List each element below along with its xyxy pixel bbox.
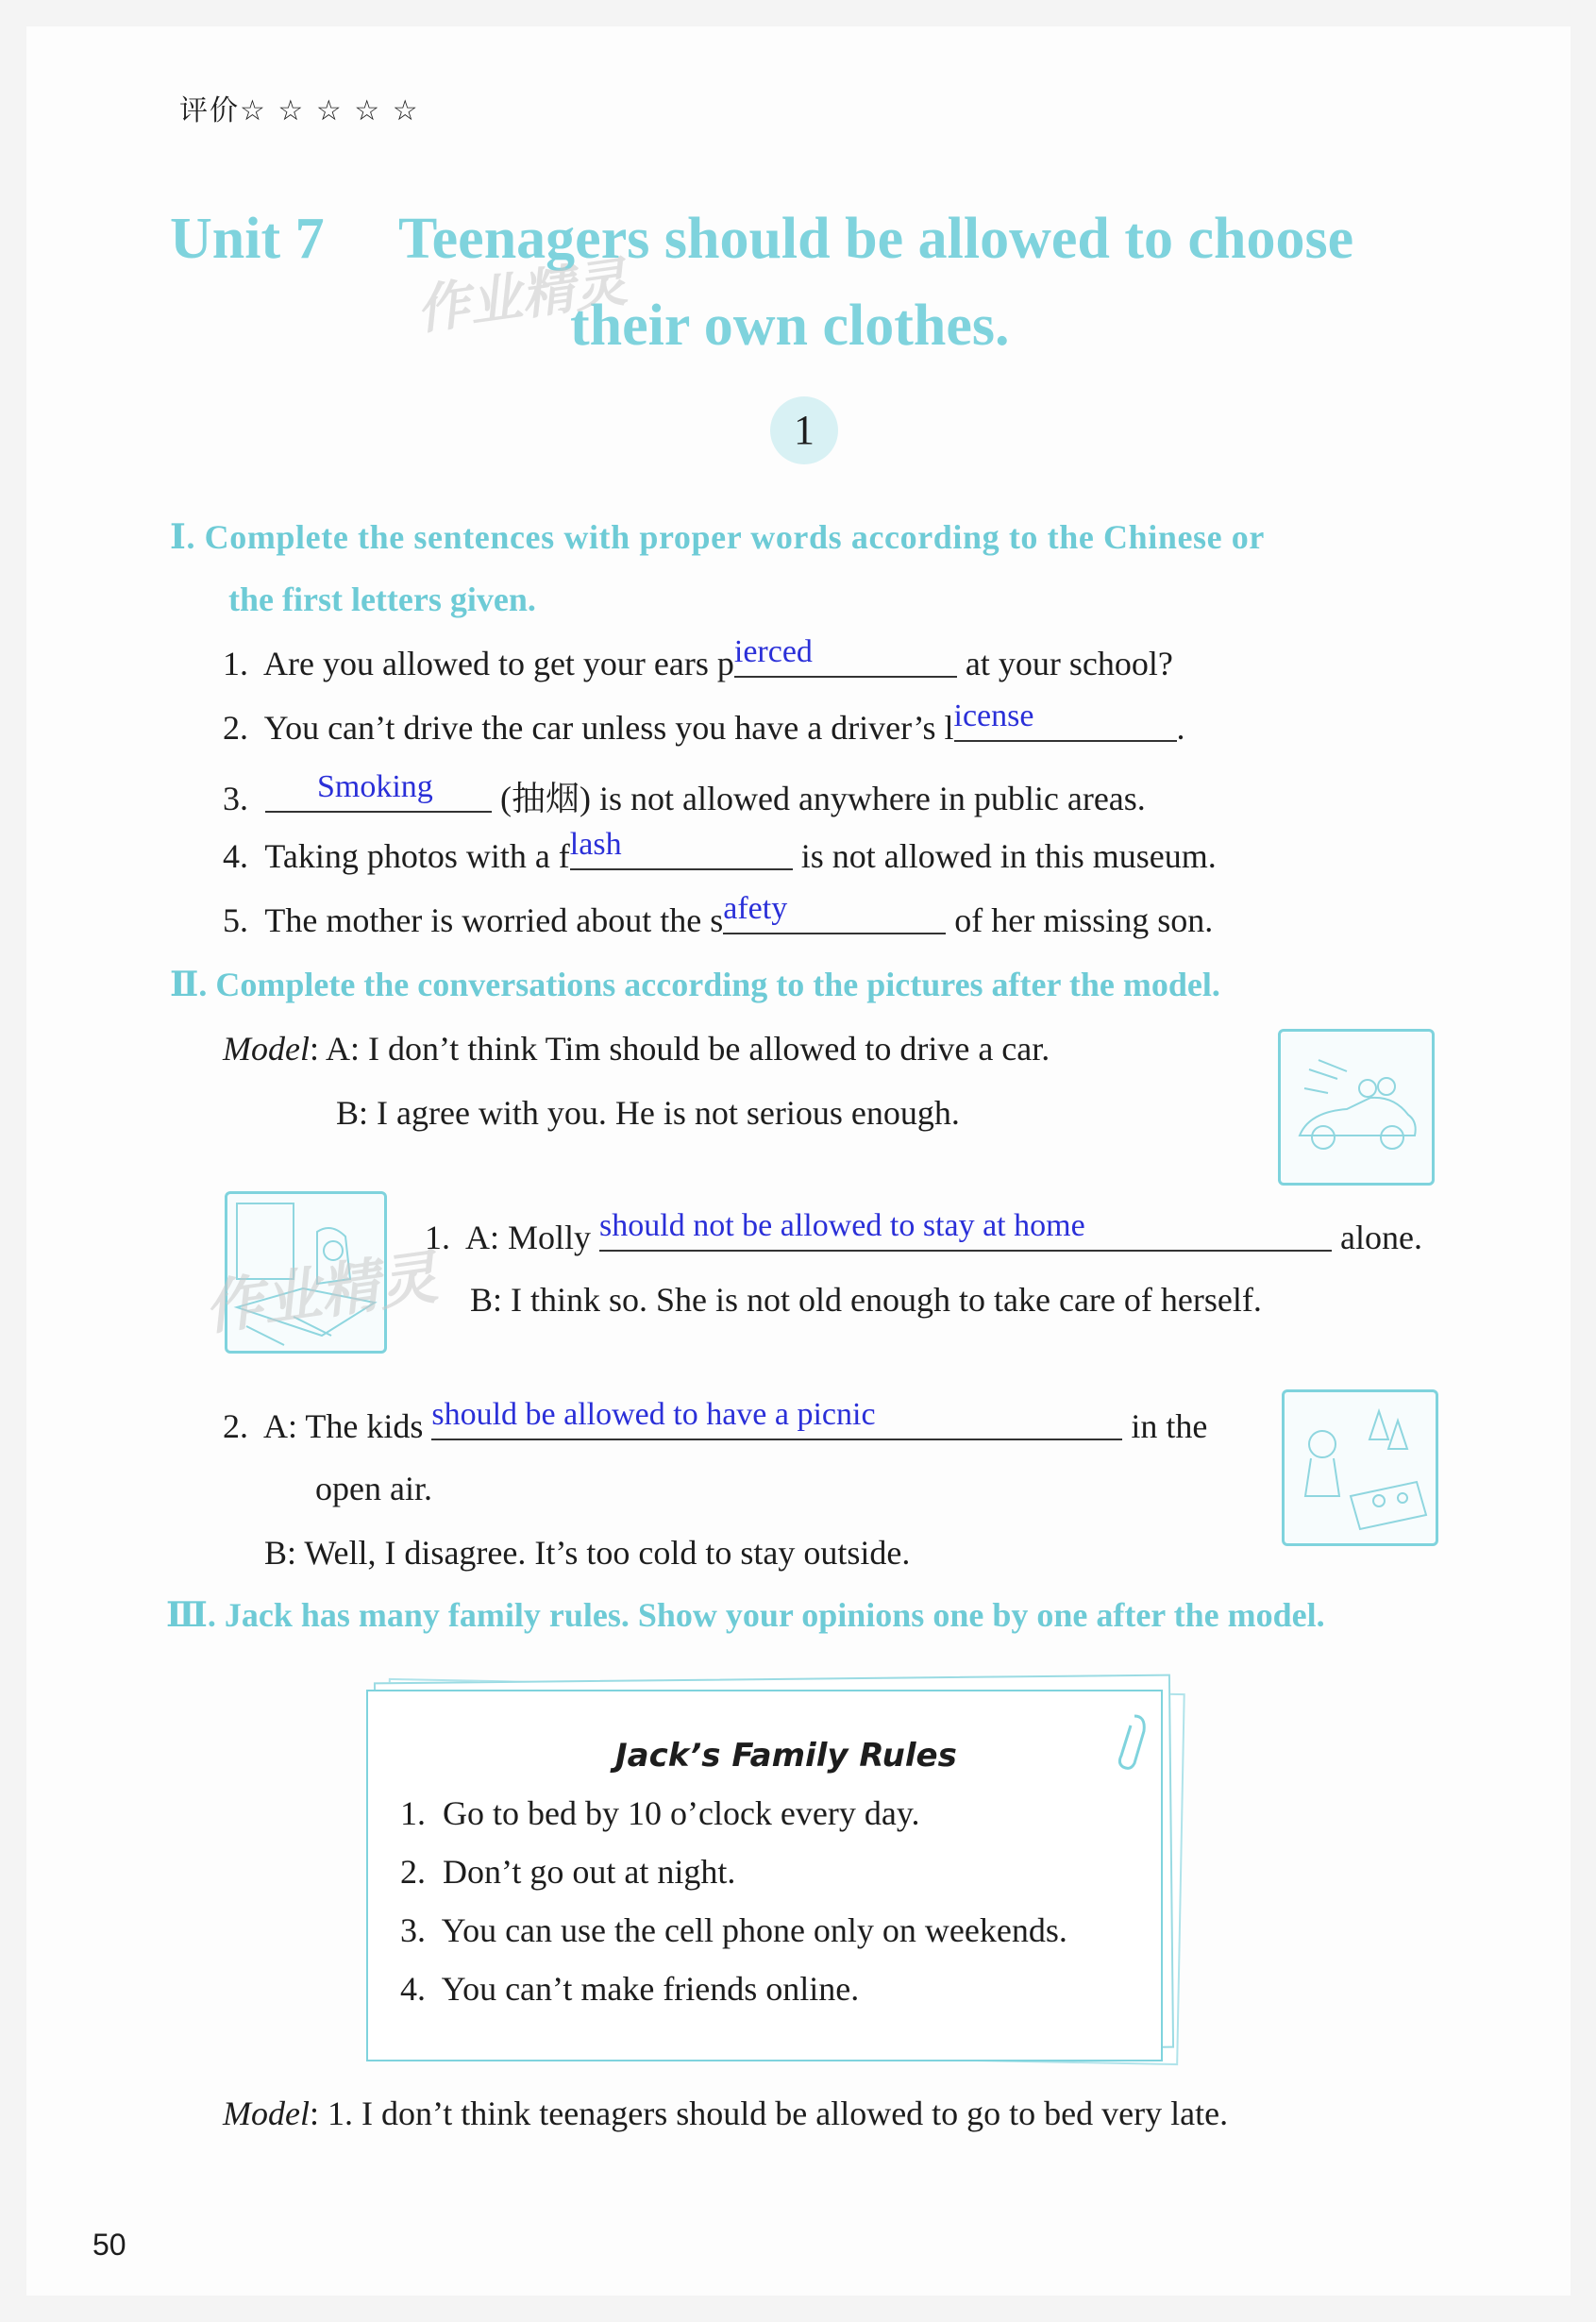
part2-q1-b: B: I think so. She is not old enough to take care of herself. — [470, 1281, 1262, 1319]
part1-heading-line2: the first letters given. — [228, 580, 536, 618]
car-icon — [1281, 1032, 1432, 1183]
watermark-2: 作业精灵 — [199, 1242, 442, 1343]
answer-text: lash — [569, 827, 622, 862]
answer-text: Smoking — [317, 769, 433, 804]
unit-number: Unit 7 — [170, 207, 325, 271]
part2-q2-a — [223, 1397, 1208, 1446]
rule-4 — [400, 1969, 859, 2009]
item-text: in the — [1131, 1407, 1208, 1445]
rating-stars: ☆ ☆ ☆ ☆ ☆ — [240, 94, 420, 127]
item-number: 5. — [223, 901, 248, 939]
part2-model-a — [223, 1029, 1050, 1068]
item-number: 2. — [223, 1407, 248, 1445]
answer-blank[interactable] — [953, 698, 1177, 742]
model-label: Model — [223, 2095, 310, 2132]
item-text: You can’t drive the car unless you have a driver’s l — [263, 709, 954, 747]
rule-text: Don’t go out at night. — [443, 1853, 736, 1891]
rule-3 — [400, 1910, 1067, 1950]
paperclip-icon — [1114, 1708, 1151, 1775]
rule-2 — [400, 1852, 735, 1892]
part2-model-b: B: I agree with you. He is not serious enough. — [336, 1094, 960, 1132]
model-text: : 1. I don’t think teenagers should be allowed to go to bed very late. — [309, 2095, 1229, 2132]
rule-number: 3. — [400, 1911, 426, 1949]
answer-blank[interactable] — [599, 1208, 1332, 1252]
title-line1: Teenagers should be allowed to choose — [398, 207, 1354, 271]
answer-blank[interactable] — [569, 827, 793, 870]
item-number: 3. — [223, 780, 248, 817]
rating — [179, 87, 420, 128]
item-text: (抽烟) is not allowed anywhere in public areas. — [500, 780, 1146, 817]
picnic-picture — [1282, 1389, 1438, 1546]
part1-item-2 — [223, 698, 1185, 748]
item-number: 1. — [425, 1219, 450, 1256]
part1-item-5 — [223, 891, 1214, 940]
rule-number: 2. — [400, 1853, 426, 1891]
part2-heading: Ⅱ. Complete the conversations according to the pictures after the model. — [170, 966, 1220, 1003]
picnic-icon — [1285, 1392, 1436, 1543]
item-text: A: Molly — [465, 1219, 592, 1256]
item-text: at your school? — [965, 645, 1173, 682]
part1-item-3 — [223, 769, 1146, 820]
rating-label: 评价 — [179, 94, 240, 127]
answer-text: should be allowed to have a picnic — [431, 1397, 876, 1432]
part1-item-1 — [223, 634, 1173, 683]
item-text: Are you allowed to get your ears p — [263, 645, 734, 682]
part3-model — [223, 2094, 1228, 2133]
part2-q2-b: B: Well, I disagree. It’s too cold to stay outside. — [264, 1534, 911, 1572]
item-text: alone. — [1340, 1219, 1422, 1256]
part1-heading-line1: Ⅰ. Complete the sentences with proper words according to the Chinese or — [170, 518, 1265, 556]
watermark: 作业精灵 — [412, 251, 631, 343]
answer-blank[interactable] — [733, 634, 957, 678]
item-text: is not allowed in this museum. — [800, 837, 1217, 875]
page-number: 50 — [92, 2228, 126, 2262]
item-text: A: The kids — [263, 1407, 424, 1445]
item-text: of her missing son. — [954, 901, 1214, 939]
answer-text: should not be allowed to stay at home — [599, 1208, 1085, 1243]
title-line2: their own clothes. — [570, 294, 1010, 358]
item-number: 4. — [223, 837, 248, 875]
rule-number: 4. — [400, 1970, 426, 2008]
part2-q1-a — [425, 1208, 1422, 1257]
rule-text: You can use the cell phone only on weekends. — [441, 1911, 1067, 1949]
model-text: : A: I don’t think Tim should be allowed to drive a car. — [309, 1030, 1050, 1068]
answer-text: afety — [723, 891, 788, 926]
answer-text: icense — [953, 698, 1034, 733]
item-text: Taking photos with a f — [264, 837, 570, 875]
answer-blank[interactable] — [431, 1397, 1122, 1440]
part3-heading: Ⅲ. Jack has many family rules. Show your opinions one by one after the model. — [166, 1596, 1325, 1634]
rule-1 — [400, 1793, 920, 1833]
item-text: . — [1176, 709, 1185, 747]
item-number: 2. — [223, 709, 248, 747]
section-number: 1 — [770, 396, 838, 464]
car-picture — [1278, 1029, 1435, 1186]
item-text: The mother is worried about the s — [264, 901, 724, 939]
note-title: Jack’s Family Rules — [615, 1737, 957, 1775]
part2-q2-a-cont: open air. — [315, 1470, 432, 1507]
item-number: 1. — [223, 645, 248, 682]
rule-text: You can’t make friends online. — [441, 1970, 860, 2008]
part1-item-4 — [223, 827, 1217, 876]
family-rules-note — [366, 1690, 1163, 2061]
answer-blank[interactable] — [265, 769, 492, 813]
rule-text: Go to bed by 10 o’clock every day. — [443, 1794, 920, 1832]
answer-text: ierced — [733, 634, 813, 669]
rule-number: 1. — [400, 1794, 426, 1832]
answer-blank[interactable] — [723, 891, 946, 934]
model-label: Model — [223, 1030, 310, 1068]
